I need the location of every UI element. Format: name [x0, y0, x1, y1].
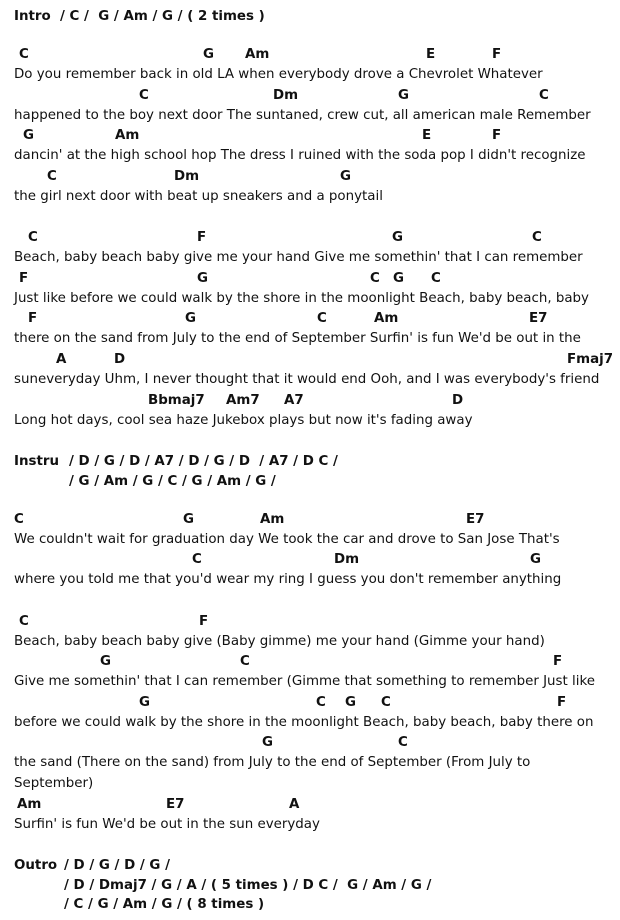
chord: E7 [529, 311, 548, 326]
chord: G [393, 271, 404, 286]
chord: G [183, 512, 194, 527]
chord: E7 [166, 797, 185, 812]
chord: G [345, 695, 356, 710]
chord: F [557, 695, 567, 710]
lyric-line: We couldn't wait for graduation day We took the car and drove to San Jose That's [14, 532, 560, 547]
chord: C [240, 654, 250, 669]
chord: C [316, 695, 326, 710]
chord: C [28, 230, 38, 245]
chord: G [185, 311, 196, 326]
outro-label: Outro [14, 858, 58, 873]
chord: Fmaj7 [567, 352, 614, 367]
chord: G [262, 735, 273, 750]
chord: C [381, 695, 391, 710]
chord: Bbmaj7 [148, 393, 205, 408]
lyric-line: Surfin' is fun We'd be out in the sun everyday [14, 817, 320, 832]
chord: A7 [284, 393, 304, 408]
chord: G [197, 271, 208, 286]
chord: G [530, 552, 541, 567]
chord: G [100, 654, 111, 669]
chord: G [398, 88, 409, 103]
chord: F [199, 614, 209, 629]
lyric-line: Do you remember back in old LA when everybody drove a Chevrolet Whatever [14, 67, 543, 82]
chord: C [431, 271, 441, 286]
chord: D [452, 393, 464, 408]
chord: Am [374, 311, 399, 326]
chord: Am [17, 797, 42, 812]
chord: C [19, 614, 29, 629]
lyric-line: there on the sand from July to the end of September Surfin' is fun We'd be out in the [14, 331, 581, 346]
chord: F [553, 654, 563, 669]
instru-line: / D / G / D / A7 / D / G / D / A7 / D C / [69, 454, 338, 469]
chord: C [317, 311, 327, 326]
chord: E7 [466, 512, 485, 527]
chord: C [14, 512, 24, 527]
lyric-line: before we could walk by the shore in the moonlight Beach, baby beach, baby there on [14, 715, 594, 730]
outro-line: / D / Dmaj7 / G / A / ( 5 times ) / D C / G / Am / G / [64, 878, 432, 893]
chord: F [19, 271, 29, 286]
chord: C [139, 88, 149, 103]
chord: G [203, 47, 214, 62]
chord: Am [245, 47, 270, 62]
chord: F [197, 230, 207, 245]
chord: C [47, 169, 57, 184]
chord: G [139, 695, 150, 710]
lyric-line: Long hot days, cool sea haze Jukebox plays but now it's fading away [14, 413, 473, 428]
chord: C [398, 735, 408, 750]
chord: E [426, 47, 436, 62]
lyric-line: happened to the boy next door The suntaned, crew cut, all american male Remember [14, 108, 591, 123]
chord: F [28, 311, 38, 326]
chord: A [56, 352, 67, 367]
lyric-line: dancin' at the high school hop The dress I ruined with the soda pop I didn't recognize [14, 148, 586, 163]
chord: C [539, 88, 549, 103]
chord: A [289, 797, 300, 812]
lyric-line: Just like before we could walk by the shore in the moonlight Beach, baby beach, baby [14, 291, 589, 306]
outro-line: / C / G / Am / G / ( 8 times ) [64, 897, 265, 912]
lyric-line: suneveryday Uhm, I never thought that it would end Ooh, and I was everybody's friend [14, 372, 600, 387]
chord: Dm [273, 88, 299, 103]
chord: Am [115, 128, 140, 143]
lyric-line: the girl next door with beat up sneakers and a ponytail [14, 189, 383, 204]
chord: F [492, 47, 502, 62]
chord: Dm [334, 552, 360, 567]
lyric-line: where you told me that you'd wear my ring I guess you don't remember anything [14, 572, 562, 587]
chord: C [19, 47, 29, 62]
lyric-line: September) [14, 776, 94, 791]
chord: E [422, 128, 432, 143]
lyric-line: Beach, baby beach baby give me your hand Give me somethin' that I can remember [14, 250, 583, 265]
chord: C [192, 552, 202, 567]
chord: Dm [174, 169, 200, 184]
chord: D [114, 352, 126, 367]
chord: Am [260, 512, 285, 527]
chord: G [392, 230, 403, 245]
chord: G [340, 169, 351, 184]
chord: F [492, 128, 502, 143]
chord: G [23, 128, 34, 143]
outro-line: / D / G / D / G / [64, 858, 170, 873]
intro-pattern: / C / G / Am / G / ( 2 times ) [60, 9, 265, 24]
instru-line: / G / Am / G / C / G / Am / G / [69, 474, 276, 489]
lyric-line: Beach, baby beach baby give (Baby gimme) me your hand (Gimme your hand) [14, 634, 545, 649]
chord: C [532, 230, 542, 245]
instru-label: Instru [14, 454, 60, 469]
lyric-line: the sand (There on the sand) from July to the end of September (From July to [14, 755, 531, 770]
lyric-line: Give me somethin' that I can remember (Gimme that something to remember Just like [14, 674, 595, 689]
chord: Am7 [226, 393, 260, 408]
chord: C [370, 271, 380, 286]
intro-label: Intro [14, 9, 51, 24]
